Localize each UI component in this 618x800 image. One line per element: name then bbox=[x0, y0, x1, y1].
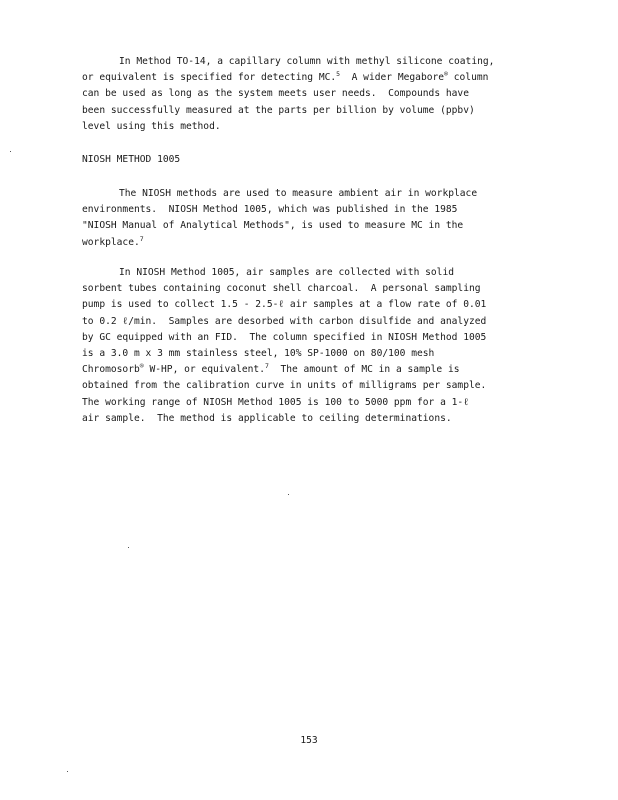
text-line bbox=[82, 362, 552, 378]
paragraph-method-to14 bbox=[82, 54, 552, 135]
paragraph-niosh-methods bbox=[82, 186, 552, 251]
paragraph-niosh-1005 bbox=[82, 265, 552, 427]
text-line: pump is used to collect 1.5 - 2.5-ℓ air samples at a flow rate of 0.01 bbox=[82, 299, 487, 311]
text-line bbox=[82, 70, 552, 86]
text-line: In Method TO-14, a capillary column with methyl silicone coating, bbox=[119, 56, 495, 67]
footnote-ref: 7 bbox=[139, 234, 144, 243]
text-line: The working range of NIOSH Method 1005 is 100 to 5000 ppm for a 1-ℓ bbox=[82, 396, 469, 408]
text-line: "NIOSH Manual of Analytical Methods", is used to measure MC in the bbox=[82, 220, 464, 232]
text-line: to 0.2 ℓ/min. Samples are desorbed with carbon disulfide and analyzed bbox=[82, 315, 487, 327]
scan-speck bbox=[288, 494, 289, 495]
text-line bbox=[82, 235, 552, 251]
scan-speck bbox=[10, 151, 11, 152]
heading-text: NIOSH METHOD 1005 bbox=[82, 154, 181, 165]
footnote-ref: 5 bbox=[336, 70, 341, 79]
text-line: level using this method. bbox=[82, 120, 221, 132]
text-line: In NIOSH Method 1005, air samples are collected with solid bbox=[119, 267, 455, 278]
text-line: The NIOSH methods are used to measure ambient air in workplace bbox=[119, 188, 478, 199]
text-line: is a 3.0 m x 3 mm stainless steel, 10% SP-1000 on 80/100 mesh bbox=[82, 347, 435, 359]
text-line: can be used as long as the system meets user needs. Compounds have bbox=[82, 88, 469, 100]
footnote-ref: 7 bbox=[264, 362, 269, 371]
text-segment: Chromosorb bbox=[82, 364, 140, 376]
scan-speck bbox=[67, 771, 68, 772]
text-segment: column bbox=[447, 72, 489, 84]
text-segment: W-HP, or equivalent. bbox=[143, 364, 265, 376]
page-number: 153 bbox=[300, 735, 318, 746]
text-segment: The amount of MC in a sample is bbox=[268, 364, 460, 376]
text-line: environments. NIOSH Method 1005, which was published in the 1985 bbox=[82, 204, 458, 216]
registered-mark: ® bbox=[444, 70, 448, 79]
text-line: obtained from the calibration curve in units of milligrams per sample. bbox=[82, 380, 487, 392]
text-line: sorbent tubes containing coconut shell charcoal. A personal sampling bbox=[82, 283, 481, 295]
text-segment: A wider Megabore bbox=[340, 72, 445, 84]
registered-mark: ® bbox=[139, 362, 144, 371]
text-line: by GC equipped with an FID. The column specified in NIOSH Method 1005 bbox=[82, 331, 487, 343]
text-line: been successfully measured at the parts per billion by volume (ppbv) bbox=[82, 104, 475, 116]
text-segment: workplace. bbox=[82, 236, 140, 248]
text-line: air sample. The method is applicable to ceiling determinations. bbox=[82, 412, 452, 424]
scan-speck bbox=[128, 547, 129, 548]
text-segment: or equivalent is specified for detecting MC. bbox=[82, 72, 337, 84]
section-heading bbox=[82, 152, 552, 168]
